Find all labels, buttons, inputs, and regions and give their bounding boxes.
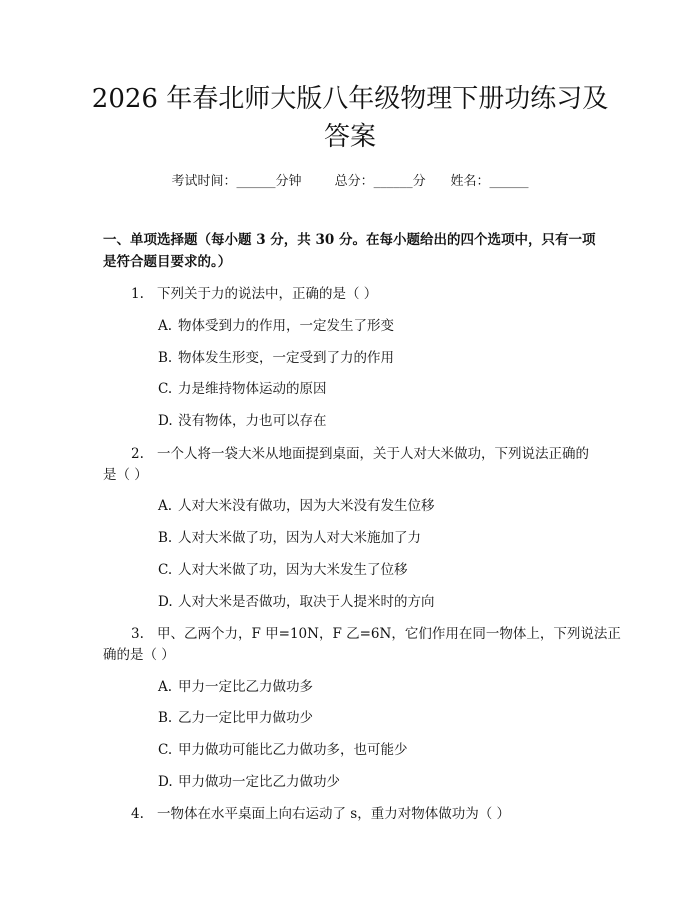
option-letter: C. <box>158 381 173 397</box>
section-heading <box>103 229 603 273</box>
score-blank: ______ <box>373 174 413 189</box>
option-letter: A. <box>158 679 173 695</box>
question-3-stem <box>131 622 621 642</box>
option-d <box>158 590 435 610</box>
question-text: 一个人将一袋大米从地面提到桌面，关于人对大米做功，下列说法正确的 <box>157 446 589 462</box>
question-text: 甲、乙两个力，F 甲=10N，F 乙=6N，它们作用在同一物体上，下列说法正 <box>157 626 621 642</box>
question-3-stem-cont: 确的是（ ） <box>103 647 175 663</box>
option-letter: B. <box>158 350 173 366</box>
section-heading-line-2: 是符合题目要求的。） <box>103 254 232 270</box>
option-text: 人对大米是否做功，取决于人提米时的方向 <box>178 594 435 610</box>
option-text: 甲力一定比乙力做功多 <box>178 679 313 695</box>
option-c <box>158 738 408 758</box>
exam-info-row <box>0 170 700 189</box>
question-number: 2. <box>131 446 144 462</box>
option-text: 没有物体，力也可以存在 <box>178 413 327 429</box>
option-a <box>158 314 394 334</box>
question-number: 4. <box>131 806 144 822</box>
question-number: 1. <box>131 286 144 302</box>
option-letter: C. <box>158 562 173 578</box>
option-text: 乙力一定比甲力做功少 <box>178 710 313 726</box>
option-c <box>158 377 327 397</box>
time-blank: ______ <box>236 174 276 189</box>
option-letter: B. <box>158 530 173 546</box>
option-letter: D. <box>158 594 173 610</box>
question-text: 一物体在水平桌面上向右运动了 s，重力对物体做功为（ ） <box>157 806 511 822</box>
option-text: 甲力做功可能比乙力做功多，也可能少 <box>178 742 408 758</box>
page-title <box>90 80 610 156</box>
score-label: 总分： <box>334 174 374 189</box>
option-letter: A. <box>158 498 173 514</box>
option-letter: A. <box>158 318 173 334</box>
option-b <box>158 706 313 726</box>
title-line-1: 2026 年春北师大版八年级物理下册功练习及 <box>91 84 609 114</box>
option-b <box>158 346 394 366</box>
option-text: 人对大米做了功，因为人对大米施加了力 <box>178 530 421 546</box>
time-unit: 分钟 <box>275 174 302 189</box>
option-letter: D. <box>158 413 173 429</box>
option-a <box>158 494 435 514</box>
name-label: 姓名： <box>450 174 490 189</box>
option-text: 物体受到力的作用，一定发生了形变 <box>178 318 394 334</box>
option-a <box>158 675 313 695</box>
option-d <box>158 409 327 429</box>
question-number: 3. <box>131 626 144 642</box>
question-2-stem-cont: 是（ ） <box>103 467 148 483</box>
title-line-2: 答案 <box>323 122 376 152</box>
option-b <box>158 526 421 546</box>
option-text: 物体发生形变，一定受到了力的作用 <box>178 350 394 366</box>
option-text: 甲力做功一定比乙力做功少 <box>178 774 340 790</box>
option-text: 人对大米做了功，因为大米发生了位移 <box>178 562 408 578</box>
option-text: 力是维持物体运动的原因 <box>178 381 327 397</box>
name-blank: ______ <box>489 174 529 189</box>
score-unit: 分 <box>412 174 426 189</box>
option-d <box>158 770 340 790</box>
question-text: 下列关于力的说法中，正确的是（ ） <box>157 286 378 302</box>
option-c <box>158 558 408 578</box>
section-heading-line-1: 一、单项选择题（每小题 3 分，共 30 分。在每小题给出的四个选项中，只有一项 <box>103 232 596 248</box>
question-1-stem <box>131 282 377 302</box>
option-letter: D. <box>158 774 173 790</box>
question-4-stem <box>131 802 510 822</box>
time-label: 考试时间： <box>171 174 237 189</box>
question-2-stem <box>131 442 589 462</box>
option-letter: B. <box>158 710 173 726</box>
option-letter: C. <box>158 742 173 758</box>
option-text: 人对大米没有做功，因为大米没有发生位移 <box>178 498 435 514</box>
